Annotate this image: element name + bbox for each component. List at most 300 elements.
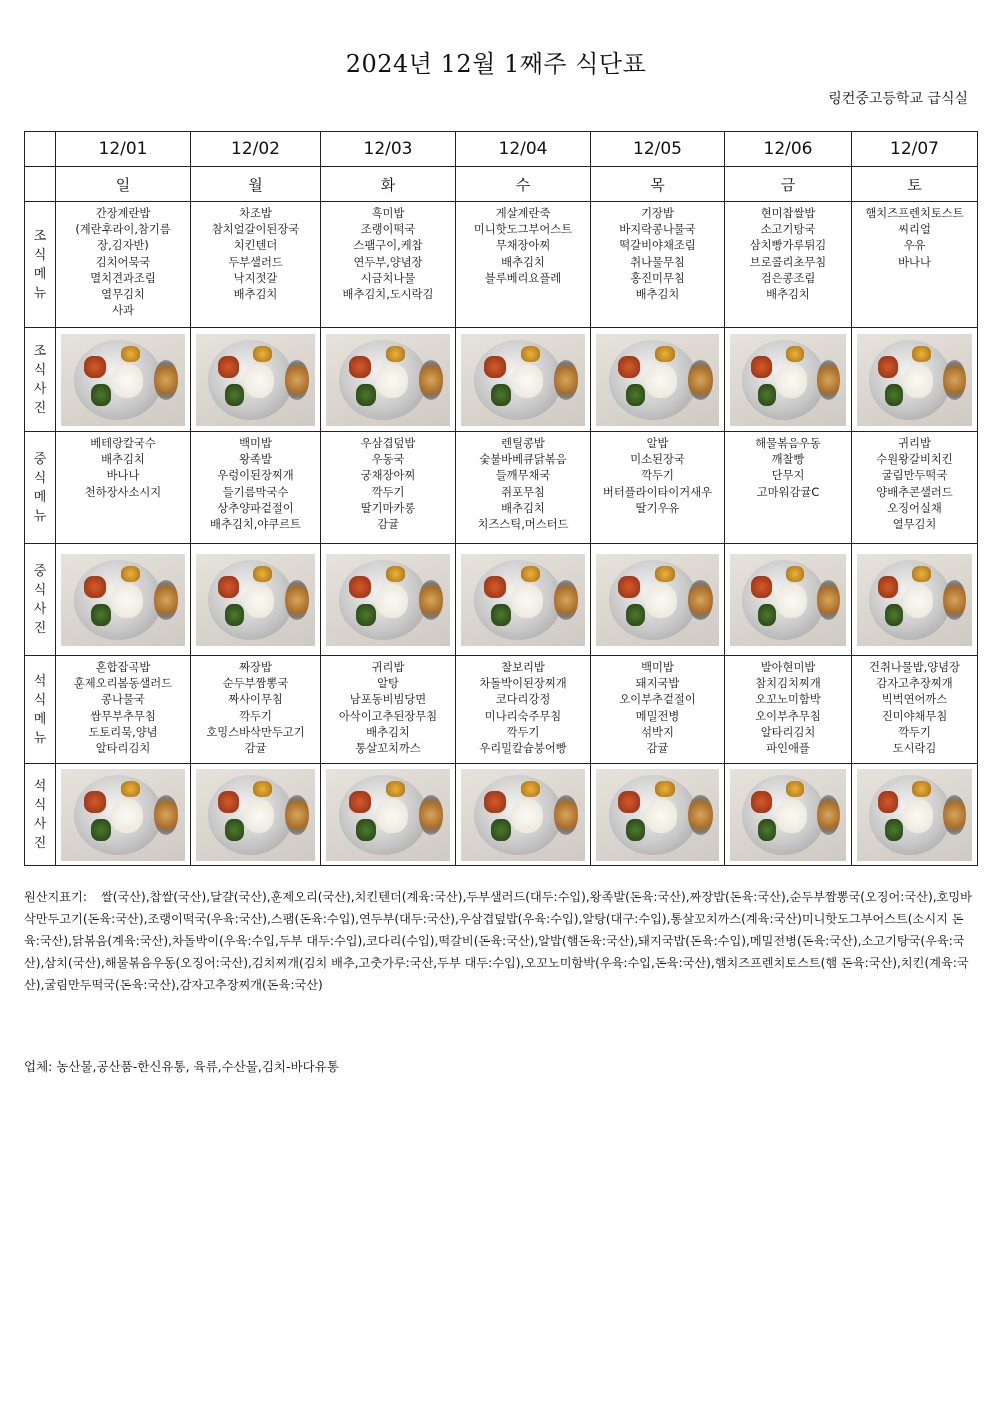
food-rice: [244, 584, 275, 618]
menu-item: 낙지젓갈: [233, 271, 278, 285]
food-rice: [903, 364, 933, 398]
meal-photo-cell: [725, 328, 852, 432]
meal-photo-cell: [321, 544, 456, 656]
meal-photo-cell: [456, 328, 591, 432]
food-rice: [511, 584, 543, 618]
menu-item: 삼치빵가루튀김: [749, 239, 827, 253]
food-side3: [121, 781, 141, 797]
row-label-char: 식: [33, 470, 47, 486]
meal-photo: [461, 769, 584, 861]
food-rice: [511, 799, 543, 833]
food-side3: [786, 346, 805, 362]
date-cell: 12/03: [321, 132, 456, 167]
food-rice: [903, 799, 933, 833]
menu-item: 참치김치찌개: [755, 677, 821, 691]
row-label-char: 뉴: [33, 508, 47, 524]
meal-photo: [730, 769, 846, 861]
date-cell: 12/05: [591, 132, 725, 167]
menu-item: 버터플라이타이거새우: [602, 485, 713, 499]
food-soup: [154, 795, 179, 835]
row-label: [25, 328, 56, 432]
day-cell: 금: [725, 167, 852, 202]
menu-cell: [725, 202, 852, 328]
menu-item: 홍진미무침: [630, 271, 685, 285]
menu-item: 알탕: [377, 677, 399, 691]
row-label-char: 식: [33, 362, 47, 378]
food-rice: [776, 799, 806, 833]
food-rice: [776, 584, 806, 618]
meal-photo-cell: [725, 764, 852, 866]
row-label-char: 사: [33, 381, 47, 397]
menu-item: 통살꼬치까스: [355, 742, 421, 756]
menu-item: 두부샐러드: [228, 255, 283, 269]
meal-photo: [196, 769, 315, 861]
food-side1: [484, 576, 506, 598]
menu-cell: [725, 656, 852, 764]
food-soup: [817, 795, 840, 835]
menu-item: 훈제오리봄동샐러드: [73, 677, 173, 691]
menu-item: 귀리밥: [898, 437, 931, 450]
menu-item: 배추김치: [501, 255, 545, 269]
menu-item: 흑미밥: [371, 207, 405, 220]
meal-photo: [326, 334, 449, 426]
food-rice: [376, 584, 408, 618]
food-side1: [618, 576, 640, 598]
food-side3: [521, 566, 541, 582]
menu-cell: [191, 202, 321, 328]
menu-item: 배추김치: [101, 453, 145, 467]
meal-photo: [461, 334, 584, 426]
food-side1: [751, 356, 772, 378]
row-label: [25, 764, 56, 866]
corner-cell: [25, 132, 56, 167]
food-side2: [225, 819, 244, 841]
menu-item: 차조밥: [239, 207, 272, 220]
food-rice: [645, 584, 677, 618]
food-side2: [885, 604, 903, 626]
menu-item: 단무지: [771, 469, 805, 483]
menu-cell: [56, 202, 191, 328]
menu-item: 배추김치: [233, 288, 278, 302]
row-label-char: 중: [33, 563, 47, 579]
food-rice: [111, 584, 143, 618]
menu-item: 우동국: [371, 453, 405, 467]
food-side3: [253, 566, 272, 582]
menu-item: 알타리김치: [95, 742, 151, 756]
food-side1: [878, 791, 899, 813]
food-side1: [484, 791, 506, 813]
menu-item: 배추김치: [635, 288, 680, 302]
food-soup: [688, 580, 712, 620]
menu-item: 감귤: [646, 742, 669, 756]
menu-item: 바나나: [106, 469, 140, 483]
meal-photo-cell: [591, 544, 725, 656]
menu-item: 백미밥: [239, 437, 272, 450]
row-label-char: 뉴: [33, 285, 47, 301]
menu-item: 시금치나물: [360, 271, 416, 285]
menu-item: 굴림만두떡국: [881, 469, 948, 483]
food-rice: [244, 364, 275, 398]
row-label-char: 석: [33, 778, 47, 794]
food-side1: [84, 576, 106, 598]
menu-item: 간장계란밥: [95, 207, 151, 220]
meal-photo-cell: [56, 764, 191, 866]
menu-item: 남포동비빔당면: [349, 693, 427, 707]
row-label: [25, 544, 56, 656]
food-side1: [349, 576, 371, 598]
menu-cell: [852, 202, 978, 328]
menu-item: 왕족발: [239, 453, 272, 467]
food-side2: [91, 384, 111, 406]
menu-item: 상추양파겉절이: [217, 501, 294, 515]
food-side2: [356, 384, 376, 406]
menu-item: 브로콜리초무침: [749, 255, 827, 269]
date-cell: 12/07: [852, 132, 978, 167]
menu-cell: [852, 656, 978, 764]
vendor-notes: 업체: 농산물,공산품-한신유통, 육류,수산물,김치-바다유통: [24, 1059, 339, 1074]
menu-item: 들기름막국수: [222, 485, 289, 499]
food-soup: [554, 360, 579, 400]
meal-photo: [596, 769, 718, 861]
food-soup: [688, 795, 712, 835]
food-soup: [943, 795, 966, 835]
food-side3: [253, 346, 272, 362]
menu-item: 호밍스바삭만두고기: [206, 725, 305, 739]
menu-cell: [321, 432, 456, 544]
date-cell: 12/02: [191, 132, 321, 167]
meal-photo-cell: [852, 544, 978, 656]
menu-cell: [456, 202, 591, 328]
food-side2: [626, 384, 646, 406]
food-side3: [655, 781, 675, 797]
food-side2: [225, 384, 244, 406]
food-side3: [655, 346, 675, 362]
food-rice: [903, 584, 933, 618]
food-side3: [386, 346, 406, 362]
menu-item: 게살계란죽: [495, 207, 551, 220]
menu-item: 알타리김치: [760, 725, 816, 739]
menu-item: 멸치견과조림: [90, 271, 156, 285]
food-side2: [91, 819, 111, 841]
menu-item: 우유: [903, 239, 926, 253]
menu-item: 들깨무채국: [495, 469, 551, 483]
menu-item: 배추김치: [766, 288, 810, 302]
menu-item: 메밀전병: [635, 709, 680, 723]
menu-item: 렌틸콩밥: [501, 437, 545, 450]
menu-item: 치즈스틱,머스터드: [477, 518, 569, 532]
meal-photo: [730, 334, 846, 426]
food-soup: [554, 580, 579, 620]
day-cell: 목: [591, 167, 725, 202]
menu-cell: [56, 656, 191, 764]
food-side2: [626, 819, 646, 841]
meal-photo-cell: [591, 328, 725, 432]
menu-item: 수원왕갈비치킨: [876, 453, 953, 467]
food-rice: [111, 799, 143, 833]
menu-item: 우렁이된장찌개: [217, 469, 294, 483]
menu-cell: [191, 656, 321, 764]
meal-photo: [596, 334, 718, 426]
menu-item: 귀리밥: [371, 661, 405, 674]
menu-item: 천하장사소시지: [84, 485, 162, 499]
origin-text: 쌀(국산),찹쌀(국산),달걀(국산),훈제오리(국산),치킨텐더(계육:국산),두부샐러드(대두:수입),왕족발(돈육:국산),짜장밥(돈육:국산),순두부짬뽕국(오징어:국산),호밍바삭만두고기(돈육:국산),조랭이떡국(우육:국산),스팸(돈육:수입),연두부(대두:국산),우삼겹덮밥(우육:수입),알탕(대구:수입),통살꼬치까스(계육:국산)미니핫도그부어스트(소시지 돈육:국산),닭볶음(계육:국산),차돌박이(우육:수입,두부 대두:수입),코다리(수입),떡갈비(돈육:국산),알밥(햄돈육:국산),돼지국밥(돈육:수입),메밀전병(돈육:국산),소고기탕국(우육:국산),삼치(국산),해물볶음우동(오징어:국산),김치찌개(김치 배추,고춧가루:국산,두부 대두:수입),오꼬노미함박(우육:수입,돈육:국산),햄치즈프렌치토스트(햄 돈육:국산),치킨(계육:국산),굴림만두떡국(돈육:국산),감자고추장찌개(돈육:국산): [24, 890, 972, 992]
menu-cell: [321, 202, 456, 328]
dinner-photo-row: [25, 764, 978, 866]
food-side1: [751, 576, 772, 598]
menu-item: 치킨텐더: [233, 239, 278, 253]
meal-photo-cell: [456, 544, 591, 656]
food-rice: [776, 364, 806, 398]
food-side1: [878, 356, 899, 378]
menu-item: 떡갈비야채조림: [619, 239, 696, 253]
row-label-char: 식: [33, 247, 47, 263]
menu-item: 블루베리요플레: [484, 271, 562, 285]
meal-photo: [326, 769, 449, 861]
menu-item: 진미야채무침: [881, 709, 948, 723]
menu-item: 열무김치: [892, 518, 937, 532]
menu-item: 깍두기: [641, 469, 674, 483]
menu-item: 배추김치: [501, 501, 545, 515]
row-label-char: 메: [33, 711, 47, 727]
food-side3: [912, 566, 930, 582]
menu-item: 아삭이고추된장무침: [338, 709, 438, 723]
menu-item: 발아현미밥: [760, 661, 816, 674]
food-side3: [786, 566, 805, 582]
food-soup: [817, 360, 840, 400]
date-cell: 12/04: [456, 132, 591, 167]
menu-item: 취나물무침: [630, 255, 685, 269]
menu-item: 참치얼갈이된장국: [211, 223, 300, 237]
menu-item: 혼합잡곡밥: [95, 661, 151, 674]
row-label: [25, 656, 56, 764]
food-side1: [878, 576, 899, 598]
food-soup: [419, 580, 444, 620]
day-cell: 일: [56, 167, 191, 202]
corner-cell: [25, 167, 56, 202]
meal-photo: [730, 554, 846, 646]
menu-cell: [852, 432, 978, 544]
meal-photo-cell: [725, 544, 852, 656]
meal-photo: [857, 769, 972, 861]
row-label-char: 석: [33, 673, 47, 689]
food-rice: [244, 799, 275, 833]
date-cell: 12/06: [725, 132, 852, 167]
meal-photo: [461, 554, 584, 646]
row-label-char: 조: [33, 343, 47, 359]
food-side1: [751, 791, 772, 813]
menu-item: 차돌박이된장찌개: [479, 677, 567, 691]
lunch-photo-row: [25, 544, 978, 656]
food-side3: [521, 781, 541, 797]
menu-item: 감자고추장찌개: [876, 677, 953, 691]
menu-item: 배추김치,야쿠르트: [210, 518, 301, 532]
food-side3: [121, 566, 141, 582]
menu-item: 소고기탕국: [760, 223, 816, 237]
row-label: [25, 202, 56, 328]
food-side3: [121, 346, 141, 362]
meal-photo-cell: [456, 764, 591, 866]
food-side3: [386, 781, 406, 797]
food-side3: [253, 781, 272, 797]
menu-item: 오이부추겉절이: [619, 693, 696, 707]
food-side2: [885, 819, 903, 841]
food-side2: [885, 384, 903, 406]
menu-item: 콩나물국: [101, 693, 145, 707]
menu-item: 순두부짬뽕국: [222, 677, 289, 691]
menu-item: 오꼬노미함박: [755, 693, 821, 707]
menu-item: 장,김자반): [97, 239, 149, 253]
food-side1: [218, 791, 239, 813]
menu-item: 고마워감귤C: [756, 485, 820, 499]
menu-item: 기장밥: [641, 207, 674, 220]
menu-item: 현미찹쌀밥: [760, 207, 816, 220]
menu-item: 미니핫도그부어스트: [473, 223, 573, 237]
meal-photo: [61, 334, 184, 426]
food-side2: [356, 604, 376, 626]
menu-item: (계란후라이,참기름: [75, 223, 171, 237]
meal-photo: [596, 554, 718, 646]
meal-photo-cell: [591, 764, 725, 866]
menu-cell: [591, 202, 725, 328]
menu-item: 검은콩조림: [760, 271, 816, 285]
day-row: [25, 167, 978, 202]
row-label: [25, 432, 56, 544]
row-label-char: 사: [33, 816, 47, 832]
menu-item: 깍두기: [506, 725, 540, 739]
menu-item: 배추김치: [366, 725, 410, 739]
menu-cell: [191, 432, 321, 544]
day-cell: 토: [852, 167, 978, 202]
menu-item: 도토리묵,양념: [88, 725, 158, 739]
menu-item: 섞박지: [641, 725, 674, 739]
meal-photo: [61, 769, 184, 861]
food-rice: [376, 799, 408, 833]
meal-photo-cell: [191, 544, 321, 656]
food-rice: [511, 364, 543, 398]
meal-photo: [196, 554, 315, 646]
food-soup: [554, 795, 579, 835]
menu-cell: [456, 656, 591, 764]
meal-photo: [61, 554, 184, 646]
row-label-char: 메: [33, 489, 47, 505]
food-soup: [943, 580, 966, 620]
meal-photo-cell: [56, 328, 191, 432]
menu-item: 쌈무부추무침: [90, 709, 156, 723]
menu-item: 양배추콘샐러드: [876, 485, 953, 499]
menu-item: 궁채장아찌: [360, 469, 416, 483]
menu-item: 찰보리밥: [501, 661, 545, 674]
menu-cell: [456, 432, 591, 544]
meal-photo: [326, 554, 449, 646]
food-side2: [356, 819, 376, 841]
food-soup: [419, 360, 444, 400]
menu-item: 감귤: [377, 518, 399, 532]
menu-item: 무채장아찌: [495, 239, 551, 253]
menu-item: 딸기마카롱: [360, 501, 416, 515]
row-label-char: 메: [33, 266, 47, 282]
menu-cell: [725, 432, 852, 544]
row-label-char: 사: [33, 601, 47, 617]
menu-item: 씨리얼: [898, 223, 931, 237]
food-side2: [758, 384, 777, 406]
row-label-char: 진: [33, 400, 47, 416]
school-name: 링컨중고등학교 급식실: [828, 91, 968, 107]
origin-notes: [24, 886, 972, 996]
food-rice: [376, 364, 408, 398]
food-side1: [618, 356, 640, 378]
menu-item: 코다리강정: [495, 693, 551, 707]
menu-item: 배추김치,도시락김: [342, 288, 434, 302]
menu-item: 조랭이떡국: [360, 223, 416, 237]
menu-table: [24, 131, 978, 866]
food-soup: [154, 580, 179, 620]
food-soup: [688, 360, 712, 400]
menu-item: 미나리숙주무침: [484, 709, 562, 723]
menu-item: 우삼겹덮밥: [360, 437, 416, 450]
meal-photo: [196, 334, 315, 426]
food-soup: [285, 795, 309, 835]
menu-item: 김치어묵국: [95, 255, 151, 269]
food-side2: [225, 604, 244, 626]
menu-item: 열무김치: [101, 288, 145, 302]
food-side2: [758, 604, 777, 626]
menu-item: 햄치즈프렌치토스트: [865, 207, 964, 220]
breakfast-menu-row: [25, 202, 978, 328]
row-label-char: 진: [33, 835, 47, 851]
menu-item: 깨찰빵: [771, 453, 805, 467]
menu-item: 바지락콩나물국: [619, 223, 696, 237]
food-side3: [912, 346, 930, 362]
food-side1: [349, 791, 371, 813]
menu-item: 짜사이무침: [228, 693, 283, 707]
meal-photo-cell: [852, 764, 978, 866]
meal-photo-cell: [321, 328, 456, 432]
menu-item: 오징어실채: [887, 501, 942, 515]
food-side1: [618, 791, 640, 813]
menu-cell: [56, 432, 191, 544]
food-rice: [111, 364, 143, 398]
menu-item: 미소된장국: [630, 453, 685, 467]
food-side1: [84, 356, 106, 378]
menu-item: 스팸구이,케찹: [353, 239, 423, 253]
breakfast-photo-row: [25, 328, 978, 432]
menu-cell: [591, 656, 725, 764]
menu-cell: [321, 656, 456, 764]
dinner-menu-row: [25, 656, 978, 764]
food-side3: [386, 566, 406, 582]
lunch-menu-row: [25, 432, 978, 544]
menu-item: 쥐포무침: [501, 485, 545, 499]
menu-item: 파인애플: [766, 742, 810, 756]
row-label-char: 식: [33, 692, 47, 708]
menu-item: 건취나물밥,양념장: [869, 661, 960, 674]
row-label-char: 뉴: [33, 730, 47, 746]
row-label-char: 조: [33, 228, 47, 244]
food-side1: [218, 356, 239, 378]
food-side2: [626, 604, 646, 626]
food-side3: [912, 781, 930, 797]
menu-cell: [591, 432, 725, 544]
day-cell: 수: [456, 167, 591, 202]
meal-photo: [857, 334, 972, 426]
row-label-char: 진: [33, 620, 47, 636]
meal-photo-cell: [321, 764, 456, 866]
day-cell: 화: [321, 167, 456, 202]
menu-item: 바나나: [898, 255, 931, 269]
menu-item: 베테랑칼국수: [90, 437, 156, 450]
food-soup: [285, 360, 309, 400]
food-side2: [491, 604, 511, 626]
